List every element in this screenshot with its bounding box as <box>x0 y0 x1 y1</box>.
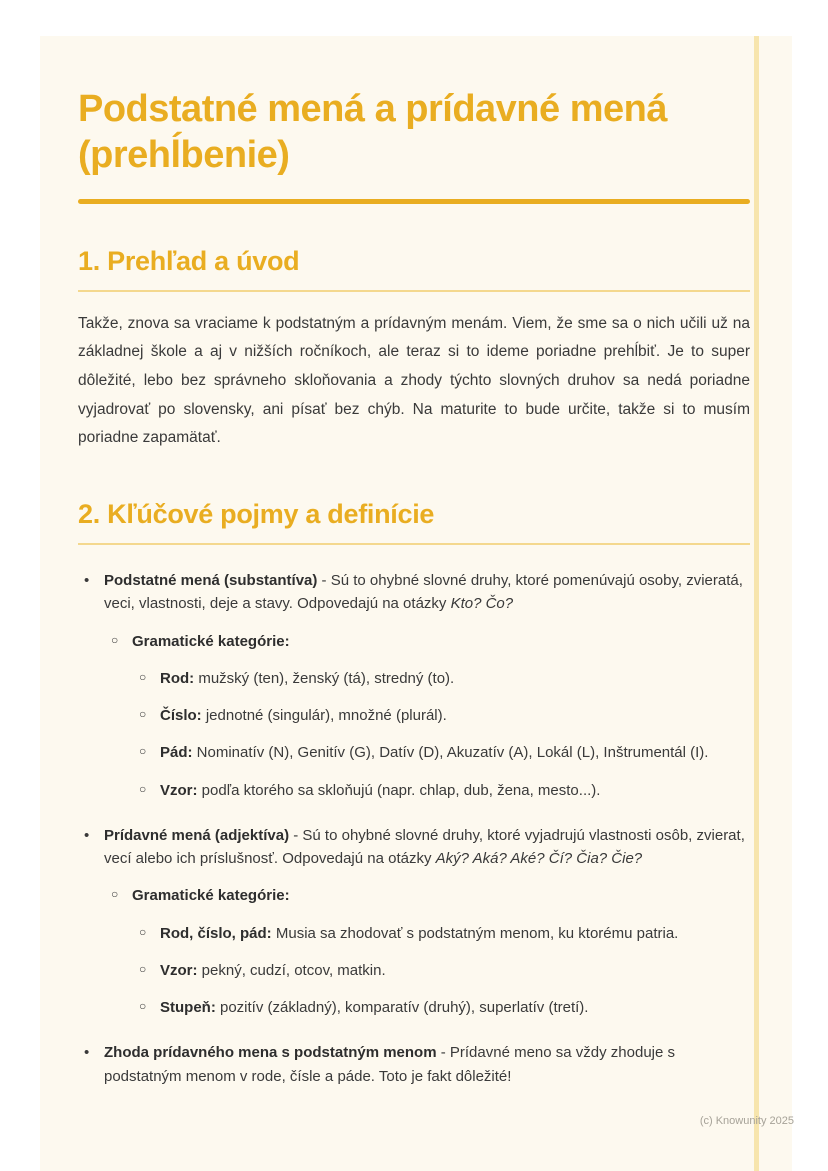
list-item-text: Musia sa zhodovať s podstatným menom, ku ktorému patria. <box>271 924 679 942</box>
page-title: Podstatné mená a prídavné mená (prehĺbenie) <box>78 88 667 177</box>
list-item <box>78 1041 750 1088</box>
list-item <box>78 996 750 1019</box>
list-item-text: - Prídavné meno sa vždy zhoduje s podstatným menom v rode, čísle a páde. Toto je fakt dôležité! <box>104 1044 676 1085</box>
list-item-text: Nominatív (N), Genitív (G), Datív (D), Akuzatív (A), Lokál (L), Inštrumentál (I). <box>192 744 709 762</box>
list-item <box>78 741 750 764</box>
definition-list <box>78 569 750 1088</box>
list-item-term: Prídavné mená (adjektíva) <box>104 826 290 844</box>
list-item-text: mužský (ten), ženský (tá), stredný (to). <box>194 669 455 687</box>
list-item-text: - Sú to ohybné slovné druhy, ktoré vyjadrujú vlastnosti osôb, zvierat, vecí alebo ich príslušnosť. Odpovedajú na otázky <box>104 826 745 868</box>
list-item-term: Číslo: <box>160 707 202 725</box>
section-divider <box>78 543 750 545</box>
list-item-term: Podstatné mená (substantíva) <box>104 572 318 590</box>
section-heading: 2. Kľúčové pojmy a definície <box>78 499 435 530</box>
section-overview <box>78 246 750 453</box>
list-item <box>78 824 750 871</box>
list-item <box>78 959 750 982</box>
document-page <box>40 36 792 1171</box>
list-item <box>78 704 750 727</box>
page-content <box>40 36 792 1088</box>
list-item-text: podľa ktorého sa skloňujú (napr. chlap, dub, žena, mesto...). <box>197 781 601 799</box>
section-heading: 1. Prehľad a úvod <box>78 245 300 276</box>
list-item-term: Gramatické kategórie: <box>132 632 290 650</box>
title-divider <box>78 199 750 204</box>
list-item <box>78 779 750 802</box>
list-item <box>78 569 750 616</box>
list-item-term: Pád: <box>160 744 193 762</box>
list-item-text: jednotné (singulár), množné (plurál). <box>201 707 447 725</box>
intro-paragraph: Takže, znova sa vraciame k podstatným a prídavným menám. Viem, že sme sa o nich učili už na základnej škole a aj v nižších ročníkoch, ale teraz si to ideme poriadne prehĺbiť. Je to super dôležité, lebo bez správneho skloňovania a zhody týchto slovných druhov sa nedá poriadne vyjadrovať po slovensky, ani písať bez chýb. Na maturite to bude určite, takže si to musím poriadne zapamätať. <box>78 314 750 447</box>
list-item-term: Rod, číslo, pád: <box>160 924 272 942</box>
list-item-text: pekný, cudzí, otcov, matkin. <box>197 961 386 979</box>
list-item-italic: Aký? Aká? Aké? Čí? Čia? Čie? <box>435 850 643 868</box>
section-divider <box>78 290 750 292</box>
list-item-text: - Sú to ohybné slovné druhy, ktoré pomenúvajú osoby, zvieratá, veci, vlastnosti, deje a stavy. Odpovedajú na otázky <box>104 572 743 613</box>
list-item-text: pozitív (základný), komparatív (druhý), superlatív (tretí). <box>215 999 589 1017</box>
list-item <box>78 884 750 907</box>
list-item-term: Rod: <box>160 669 195 687</box>
list-item <box>78 667 750 690</box>
list-item-term: Vzor: <box>160 961 198 979</box>
section-key-terms <box>78 499 750 1088</box>
list-item <box>78 630 750 653</box>
list-item <box>78 922 750 945</box>
list-item-term: Stupeň: <box>160 999 216 1017</box>
list-item-term: Zhoda prídavného mena s podstatným menom <box>104 1044 437 1062</box>
list-item-italic: Kto? Čo? <box>450 595 514 613</box>
list-item-term: Vzor: <box>160 781 198 799</box>
copyright-watermark: (c) Knowunity 2025 <box>699 1115 794 1127</box>
list-item-term: Gramatické kategórie: <box>132 887 290 905</box>
